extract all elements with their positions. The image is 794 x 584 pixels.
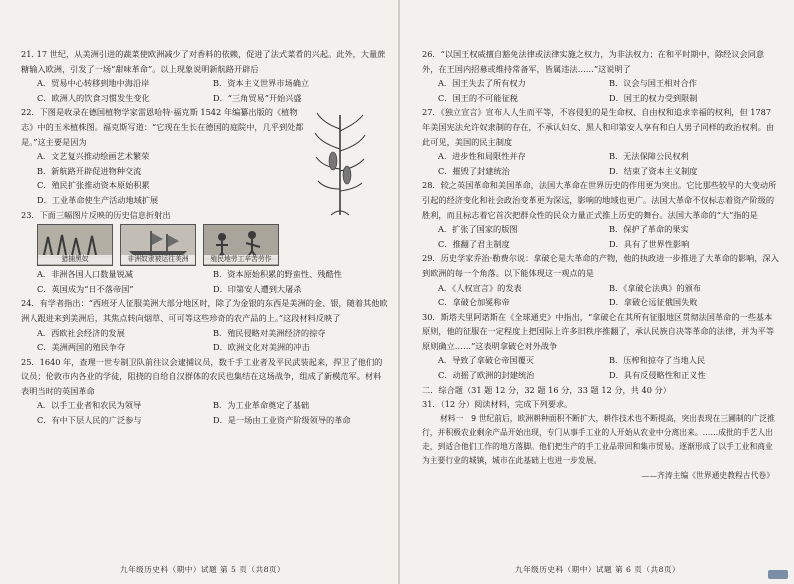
question-23 bbox=[21, 208, 389, 297]
question-22-stem: 22．下图是收录在德国植物学家雷恩哈特·福克斯 1542 年编纂出版的《植物志》中的玉米植株图。福克斯写道：“它现在生长在德国的庭院中，几乎到处都是。”这主要是因为 bbox=[21, 107, 304, 147]
page-6 bbox=[400, 0, 794, 584]
option-a: A．贸易中心转移到地中海沿岸 bbox=[37, 78, 150, 89]
picture-2-caption: 非洲奴隶被运往美洲 bbox=[121, 255, 195, 264]
material-1: 材料一 9 世纪前后，欧洲耕种面积不断扩大，耕作技术也不断提高，突出表现在三圃制的广泛推行，并积极农业剩余产品开始出现，专门从事手工业的人开始从农业中分离出来。……成批的手艺人出走，到适合他们工作的地方落脚。他们把生产的手工业品带回和集市贸易。逐渐形成了以手工业和商业为主要行业的城镇，城市在此基础上也进一步发展。 bbox=[422, 413, 775, 466]
question-25-stem: 25．1640 年，查理一世专制卫队前往议会逮捕议员，数千手工业者及平民武装起来，捍卫了他们的议员；伦敦市内各业的学徒，阻挠的自给自汉群体的农民也集结在这场战争，组成了新模范军。材料表明当时的英国革命 bbox=[21, 356, 383, 396]
option-b: B．资本主义世界市场确立 bbox=[213, 78, 310, 89]
option-d: D．工业革命使生产活动地域扩展 bbox=[37, 194, 159, 205]
option-a: A．文艺复兴推动绘画艺术繁荣 bbox=[37, 151, 150, 162]
option-c: C．美洲两国的殖民争夺 bbox=[37, 342, 126, 353]
option-b: B．新航路开辟促进物种交流 bbox=[37, 165, 142, 176]
question-28 bbox=[422, 178, 780, 251]
option-a: A．以手工业者和农民为领导 bbox=[37, 400, 142, 411]
option-c: C．推翻了君主制度 bbox=[438, 238, 510, 249]
option-b: B．无法保障公民权利 bbox=[609, 151, 689, 162]
question-27 bbox=[422, 105, 780, 178]
picture-1 bbox=[37, 224, 113, 266]
option-d: D．具有了世界性影响 bbox=[609, 238, 690, 249]
option-b: B．资本原始积累的野蛮性、残酷性 bbox=[213, 269, 342, 280]
question-26-stem: 26．“以国王权威擅自豁免法律或法律实施之权力，为非法权力；在和平时期中，除经议会同意外，在王国内招募或维持常备军，皆属违法……”这说明了 bbox=[422, 49, 765, 74]
option-d: D．欧洲文化对美洲的冲击 bbox=[213, 342, 310, 353]
picture-3-caption: 殖民地劳工辛苦劳作 bbox=[204, 255, 278, 264]
option-c: C．摧毁了封建统治 bbox=[438, 165, 510, 176]
option-c: C．国王的不可能征税 bbox=[438, 92, 518, 103]
option-d: D．结束了资本主义制度 bbox=[609, 165, 698, 176]
option-c: C．动摇了欧洲的封建统治 bbox=[438, 370, 535, 381]
corn-plant-illustration bbox=[313, 109, 367, 217]
picture-1-caption: 猎捕黑奴 bbox=[38, 255, 112, 264]
picture-3 bbox=[203, 224, 279, 266]
section-2-heading: 二．综合题（31 题 12 分，32 题 16 分，33 题 12 分，共 40 分） bbox=[422, 384, 671, 395]
question-31-stem: 31．（12 分）阅读材料，完成下列要求。 bbox=[422, 399, 573, 410]
picture-2 bbox=[120, 224, 196, 266]
option-c: C．殖民扩张推动资本原始积累 bbox=[37, 180, 150, 191]
option-c: C．拿破仑加冕称帝 bbox=[438, 297, 510, 308]
question-21-stem: 21. 17 世纪，从美洲引进的蔬菜使欧洲减少了对香料的依赖，促进了法式菜肴的兴起。此外，大量蔗糖输入欧洲，引发了一场“甜味革命”。以上现象说明新航路开辟后 bbox=[21, 49, 386, 74]
question-22 bbox=[21, 105, 389, 207]
watermark-logo-icon bbox=[768, 570, 788, 579]
option-b: B．殖民侵略对美洲经济的掠夺 bbox=[213, 327, 326, 338]
option-b: B．《拿破仑法典》的颁布 bbox=[609, 282, 701, 293]
option-b: B．议会与国王相对合作 bbox=[609, 78, 697, 89]
option-c: C．英国成为“日不落帝国” bbox=[37, 283, 134, 294]
option-d: D．国王的权力受到限制 bbox=[609, 92, 698, 103]
option-d: D．印第安人遭到大屠杀 bbox=[213, 283, 302, 294]
question-27-stem: 27．《独立宣言》宣布人人生而平等，不容侵犯的是生命权、自由权和追求幸福的权利，但 1787 年美国宪法允许奴隶制的存在，不承认妇女、黑人和印第安人享有和白人男子同样的政治权利。由此可见，美国的民主制度 bbox=[422, 107, 775, 147]
option-b: B．压榨和掠夺了当地人民 bbox=[609, 355, 706, 366]
question-30 bbox=[422, 310, 780, 383]
option-d: D．是一场由工业资产阶级领导的革命 bbox=[213, 415, 351, 426]
material-source: ——齐涛主编《世界通史教程古代卷》 bbox=[641, 470, 774, 480]
page-6-footer: 九年级历史科（期中）试题 第 6 页（共8页） bbox=[515, 565, 681, 574]
option-c: C．有中下层人民的广泛参与 bbox=[37, 415, 142, 426]
option-d: D．具有反侵略性和正义性 bbox=[609, 370, 706, 381]
question-25 bbox=[21, 355, 389, 428]
question-24-stem: 24．有学者指出：“西班牙人征服美洲大部分地区时，除了为金银的东西是美洲的金、银，随着其他欧洲人跟进来到美洲后，其焦点转向烟草、可可等这些珍奇的农产品的上。”这段材料反映了 bbox=[21, 298, 388, 323]
option-a: A．进步性和局限性并存 bbox=[438, 151, 526, 162]
question-29 bbox=[422, 251, 780, 309]
option-b: B．保护了革命的果实 bbox=[609, 224, 689, 235]
question-31 bbox=[422, 397, 780, 483]
option-c: C．欧洲人的饮食习惯发生变化 bbox=[37, 92, 150, 103]
option-a: A．西欧社会经济的发展 bbox=[37, 327, 125, 338]
page-5-footer: 九年级历史科（期中）试题 第 5 页（共8页） bbox=[120, 565, 286, 574]
option-a: A．国王失去了所有权力 bbox=[438, 78, 526, 89]
option-a: A．非洲各国人口数量锐减 bbox=[37, 269, 133, 280]
option-d: D．“三角贸易”开始兴盛 bbox=[213, 92, 302, 103]
question-30-stem: 30．斯塔夫里阿诺斯在《全球通史》中指出，“拿破仑在其所有征服地区贯彻法国革命的一些基本原则，他的征服在一定程度上把国际上许多旧秩序推翻了，承认民族自决等革命的法律，并为平等原则确立……”这表明拿破仑对外战争 bbox=[422, 311, 775, 351]
question-26 bbox=[422, 47, 780, 105]
option-a: A．《人权宣言》的发表 bbox=[438, 282, 522, 293]
question-28-stem: 28．较之英国革命和美国革命，法国大革命在世界历史的作用更为突出。它比那些较早的大变动所引起的经济变化和社会政治变革更为深远，影响的地域也更广。法国大革命不仅标志着资产阶级的胜利，而且标志着它首次把群众性的民众力量正式推上历史的舞台。法国大革命的“大”指的是 bbox=[422, 180, 777, 220]
question-21 bbox=[21, 47, 389, 105]
question-23-stem: 23．下面三幅图片反映的历史信息折射出 bbox=[21, 209, 171, 220]
option-d: D．拿破仑远征俄国失败 bbox=[609, 297, 698, 308]
option-a: A．导致了拿破仑帝国覆灭 bbox=[438, 355, 534, 366]
question-29-stem: 29．历史学家乔治·勒费尔说：拿破仑是大革命的产物，他的执政进一步推进了大革命的影响，深入到欧洲的每一个角落。以下能体现这一观点的是 bbox=[422, 253, 779, 278]
option-a: A．扩张了国家的版图 bbox=[438, 224, 518, 235]
option-b: B．为工业革命奠定了基础 bbox=[213, 400, 310, 411]
question-24 bbox=[21, 296, 389, 354]
